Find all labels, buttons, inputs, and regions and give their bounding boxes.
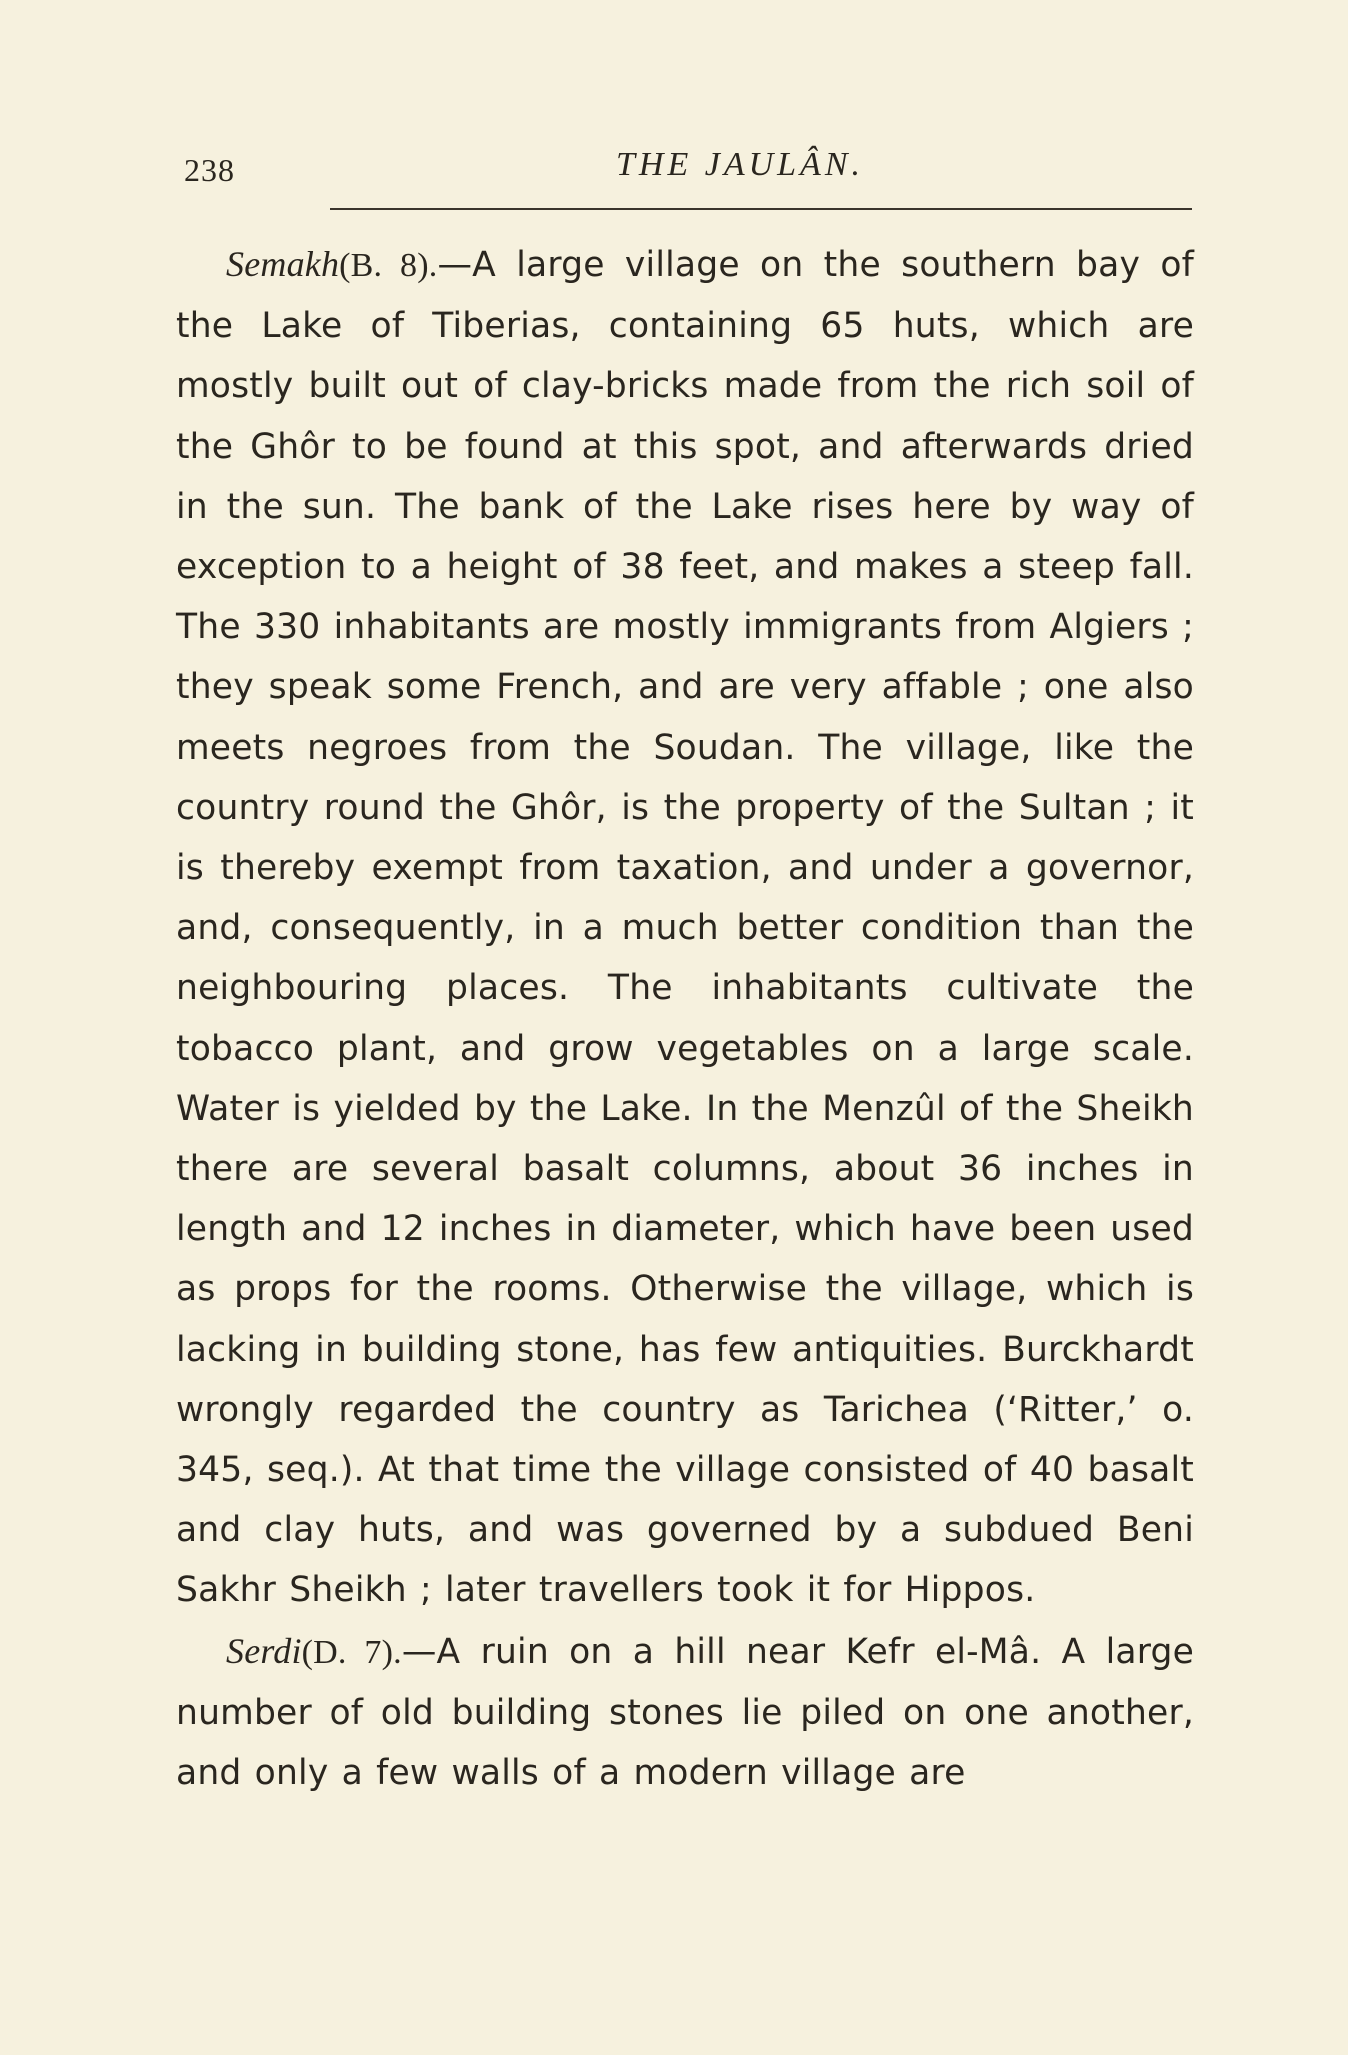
entry-name: Serdi	[226, 1630, 302, 1671]
running-head	[176, 142, 1194, 192]
entry-ref: (D. 7).	[301, 1633, 402, 1671]
entry-name: Semakh	[226, 244, 340, 284]
entry-text: —A large village on the southern bay of the Lake of Tiberias, containing 65 huts, which are mostly built out of clay-bricks made from the rich soil of the Ghôr to be found at this spot, and afterwards dried in the sun. The bank of the Lake rises here by way of exception to a height of 38 feet, and makes a steep fall. The 330 inhabitants are mostly immigrants from Algiers ; they speak some French, and are very affable ; one also meets negroes from the Soudan. The village, like the country round the Ghôr, is the property of the Sultan ; it is thereby exempt from taxation, and under a governor, and, consequently, in a much better condition than the neighbouring places. The inhabitants cultivate the tobacco plant, and grow vegetables on a large scale. Water is yielded by the Lake. In the Menzûl of the Sheikh there are several basalt columns, about 36 inches in length and 12 inches in diameter, which have been used as props for the rooms. Otherwise the village, which is lacking in building stone, has few antiquities. Burckhardt wrongly regarded the country as Tarichea (‘Ritter,’ o. 345, seq.). At that time the village consisted of 40 basalt and clay huts, and was governed by a subdued Beni Sakhr Sheikh ; later travellers took it for Hippos.	[176, 245, 1194, 1611]
entry-ref: (B. 8).	[339, 247, 438, 284]
entry-semakh	[176, 234, 1194, 1621]
entry-text: —A ruin on a hill near Kefr el-Mâ. A large number of old building stones lie piled on one another, and only a few walls of a modern village are	[176, 1631, 1194, 1794]
entry-serdi	[176, 1621, 1194, 1804]
header-rule	[330, 208, 1192, 210]
body-text	[176, 234, 1194, 1803]
page-number: 238	[184, 152, 235, 188]
running-title: THE JAULÂN.	[616, 146, 864, 183]
